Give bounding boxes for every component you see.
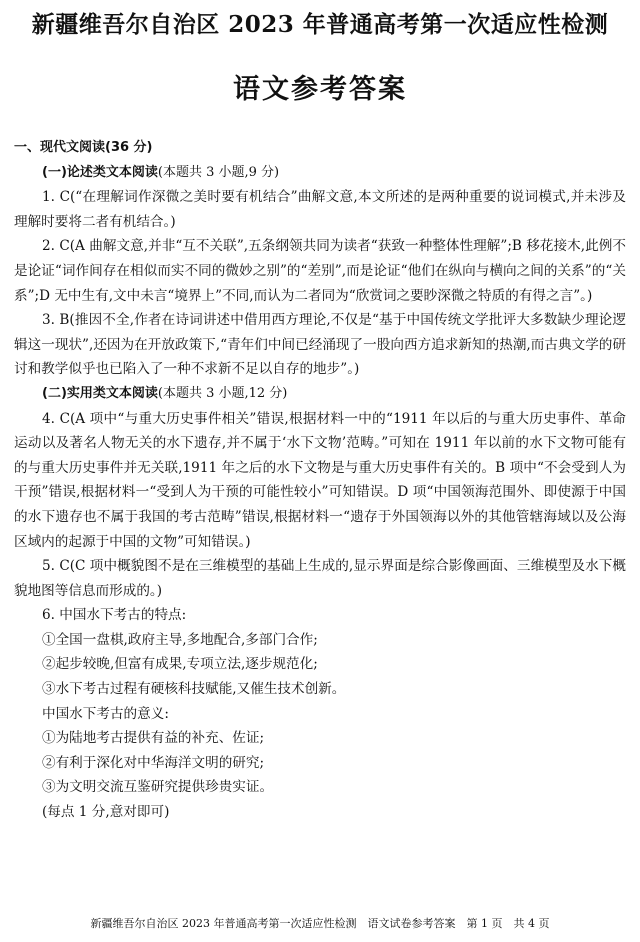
meaning-point-3: ③为文明交流互鉴研究提供珍贵实证。 [42, 779, 274, 796]
answer-content [14, 136, 626, 825]
document-title: 新疆维吾尔自治区 2023 年普通高考第一次适应性检测 [31, 11, 609, 38]
answer-item-2: 2. C(A 曲解文意,并非“互不关联”,五条纲领共同为读者“获致一种整体性理解”;B 移花接木,此例不是论证“词作间存在相似而实不同的微妙之别”的“差别”,而是论证“他们在纵向与横向之间的关系”的“关系”;D 无中生有,文中未言“境界上”不同,而认为二者同为“欣赏词之要眇深微之特质的有得之言”。) [14, 238, 626, 304]
section-heading: 一、现代文阅读(36 分) [14, 140, 153, 155]
subsection-heading-practical [14, 382, 626, 407]
subsection-note: (本题共 3 小题,12 分) [157, 385, 288, 401]
meaning-title: 中国水下考古的意义: [42, 705, 169, 722]
meaning-point-2: ②有利于深化对中华海洋文明的研究; [42, 754, 265, 771]
subsection-note: (本题共 3 小题,9 分) [157, 164, 280, 180]
subsection-label: (一)论述类文本阅读 [42, 164, 158, 180]
subsection-heading-argumentative [14, 161, 626, 186]
document-subtitle: 语文参考答案 [233, 74, 407, 105]
answer-item-1: 1. C(“在理解词作深微之美时要有机结合”曲解文意,本文所述的是两种重要的说词模式,并未涉及理解时要将二者有机结合。) [14, 189, 626, 230]
feature-point-3: ③水下考古过程有硬核科技赋能,又催生技术创新。 [42, 681, 346, 698]
answer-item-5: 5. C(C 项中概貌图不是在三维模型的基础上生成的,显示界面是综合影像画面、三维模型及水下概貌地图等信息而形成的。) [14, 558, 626, 599]
feature-point-2: ②起步较晚,但富有成果,专项立法,逐步规范化; [42, 656, 318, 673]
answer-item-4: 4. C(A 项中“与重大历史事件相关”错误,根据材料一中的“1911 年以后的与重大历史事件、革命运动以及著名人物无关的水下遗存,并不属于‘水下文物’范畴。”可知在 1911 年以前的水下文物可能有的与重大历史事件并无关联,1911 年之后的水下文物是与重大历史事件有关的。B 项中“不会受到人为干预”错误,根据材料一“受到人为干预的可能性较小”可知错误。D 项“中国领海范围外、即使源于中国的水下遗存也不属于我国的考古范畴”错误,根据材料一“遗存于外国领海以外的其他管辖海域以及公海区域内的起源于中国的文物”可知错误。) [14, 410, 626, 550]
answer-item-6-title: 6. 中国水下考古的特点: [42, 607, 187, 624]
feature-point-1: ①全国一盘棋,政府主导,多地配合,多部门合作; [42, 631, 318, 648]
scoring-note: (每点 1 分,意对即可) [42, 804, 170, 821]
answer-item-3: 3. B(推因不全,作者在诗词讲述中借用西方理论,不仅是“基于中国传统文学批评大多数缺少理论逻辑这一现状”,还因为在开放政策下,“青年们中间已经涌现了一股向西方追求新知的热潮,而古典文学的研讨和教学似乎也已陷入了一种不求新不足以自存的地步”。) [14, 312, 626, 378]
subsection-label: (二)实用类文本阅读 [42, 385, 158, 401]
meaning-point-1: ①为陆地考古提供有益的补充、佐证; [42, 730, 265, 747]
page-footer: 新疆维吾尔自治区 2023 年普通高考第一次适应性检测 语文试卷参考答案 第 1 页 共 4 页 [90, 917, 550, 930]
